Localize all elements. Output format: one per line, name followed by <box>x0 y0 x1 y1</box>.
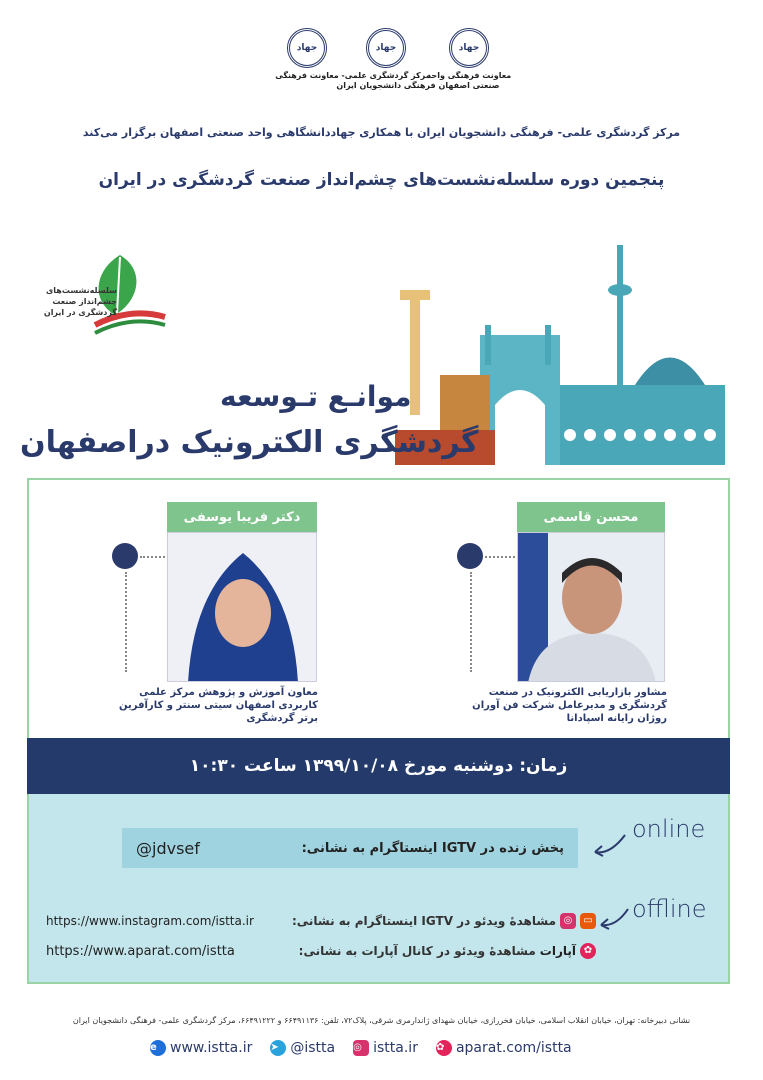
footer-web-link[interactable] <box>150 1040 252 1056</box>
timeline-connector <box>485 556 515 558</box>
aparat-brand-text: آپارات <box>539 944 576 958</box>
timeline-dot <box>457 543 483 569</box>
footer-links <box>150 1040 572 1056</box>
instagram-icon: ◎ <box>353 1040 369 1056</box>
event-time-text: زمان: دوشنبه مورخ ۱۳۹۹/۱۰/۰۸ ساعت ۱۰:۳۰ <box>189 756 568 776</box>
timeline-connector <box>140 556 165 558</box>
arrow-icon <box>596 905 632 933</box>
online-handle[interactable]: @jdvsef <box>136 838 200 858</box>
arrow-icon <box>590 830 630 860</box>
footer-aparat-text: aparat.com/istta <box>455 1040 572 1056</box>
aparat-icon: ✿ <box>436 1040 452 1056</box>
internet-explorer-icon: e <box>150 1040 166 1056</box>
offline-label: offline <box>632 895 707 923</box>
event-title-line2: گردشگری الکترونیک دراصفهان <box>20 425 479 460</box>
series-title: پنجمین دوره سلسله‌نشست‌های چشم‌انداز صنعت گردشگری در ایران <box>98 170 665 190</box>
jahad-seal-icon: جهاد <box>287 28 327 68</box>
footer-aparat-link[interactable] <box>436 1040 572 1056</box>
timeline-connector <box>470 572 472 672</box>
online-broadcast-text: پخش زنده در IGTV اینستاگرام به نشانی: <box>301 840 564 856</box>
brand-logo-text: سلسله‌نشست‌های چشم‌انداز صنعت گردشگری در ایران <box>43 286 117 317</box>
event-time-bar <box>27 738 730 794</box>
speaker-photo <box>517 532 665 682</box>
online-broadcast-box <box>122 828 578 868</box>
intro-text: مرکز گردشگری علمی- فرهنگی دانشجویان ایران با همکاری جهاددانشگاهی واحد صنعتی اصفهان برگزار می‌کند <box>82 126 681 139</box>
offline-instagram-url[interactable]: https://www.instagram.com/istta.ir <box>46 914 254 928</box>
speaker-portrait-icon <box>518 533 665 682</box>
jahad-seal-icon: جهاد <box>366 28 406 68</box>
online-label: online <box>632 815 706 843</box>
speaker-name-badge: محسن قاسمی <box>517 502 665 532</box>
footer-address: نشانی دبیرخانه: تهران، خیابان انقلاب اسلامی، خیابان فخررازی، خیابان شهدای ژاندارمری شرقی، پلاک۷۲، تلفن: ۶۶۴۹۱۱۳۶ و ۶۶۴۹۱۲۲۲، مرکز گردشگری علمی- فرهنگی دانشجویان ایران <box>72 1016 691 1025</box>
logo-caption: معاونت فرهنگی <box>275 71 339 80</box>
aparat-icon: ✿ <box>580 943 596 959</box>
offline-aparat-text: مشاهدهٔ ویدئو در کانال آپارات به نشانی: <box>298 944 536 958</box>
speaker-portrait-icon <box>168 533 317 682</box>
logo-isfahan-unit <box>424 28 514 91</box>
logo-caption: معاونت فرهنگی واحد صنعتی اصفهان <box>426 71 512 90</box>
logo-tourism-center <box>336 28 436 91</box>
offline-instagram-line <box>46 913 596 929</box>
telegram-icon: ➤ <box>270 1040 286 1056</box>
igtv-icon: ▭ <box>580 913 596 929</box>
footer-instagram-text: istta.ir <box>373 1040 418 1056</box>
speaker-photo <box>167 532 317 682</box>
offline-aparat-url[interactable]: https://www.aparat.com/istta <box>46 943 235 959</box>
footer-telegram-link[interactable] <box>270 1040 335 1056</box>
timeline-connector <box>125 572 127 672</box>
timeline-dot <box>112 543 138 569</box>
offline-aparat-line <box>46 943 596 959</box>
footer-telegram-text: @istta <box>290 1040 336 1056</box>
instagram-icon: ◎ <box>560 913 576 929</box>
speaker-name-badge: دکتر فریبا یوسفی <box>167 502 317 532</box>
series-brand-logo <box>35 245 175 345</box>
offline-instagram-text: مشاهدهٔ ویدئو در IGTV اینستاگرام به نشانی: <box>291 914 556 928</box>
logo-caption: مرکز گردشگری علمی-فرهنگی دانشجویان ایران <box>336 71 436 90</box>
footer-instagram-link[interactable] <box>353 1040 418 1056</box>
speaker-bio: معاون آموزش و پژوهش مرکز علمی کاربردی اصفهان سیتی سنتر و کارآفرین برتر گردشگری <box>118 687 318 724</box>
jahad-seal-icon: جهاد <box>449 28 489 68</box>
speaker-bio: مشاور بازاریابی الکترونیک در صنعت گردشگری و مدیرعامل شرکت فن آوران روژان رایانه اسپادانا <box>472 687 667 724</box>
footer-web-text: www.istta.ir <box>170 1040 253 1056</box>
event-title-line1: موانـع تـوسعه <box>220 380 412 413</box>
